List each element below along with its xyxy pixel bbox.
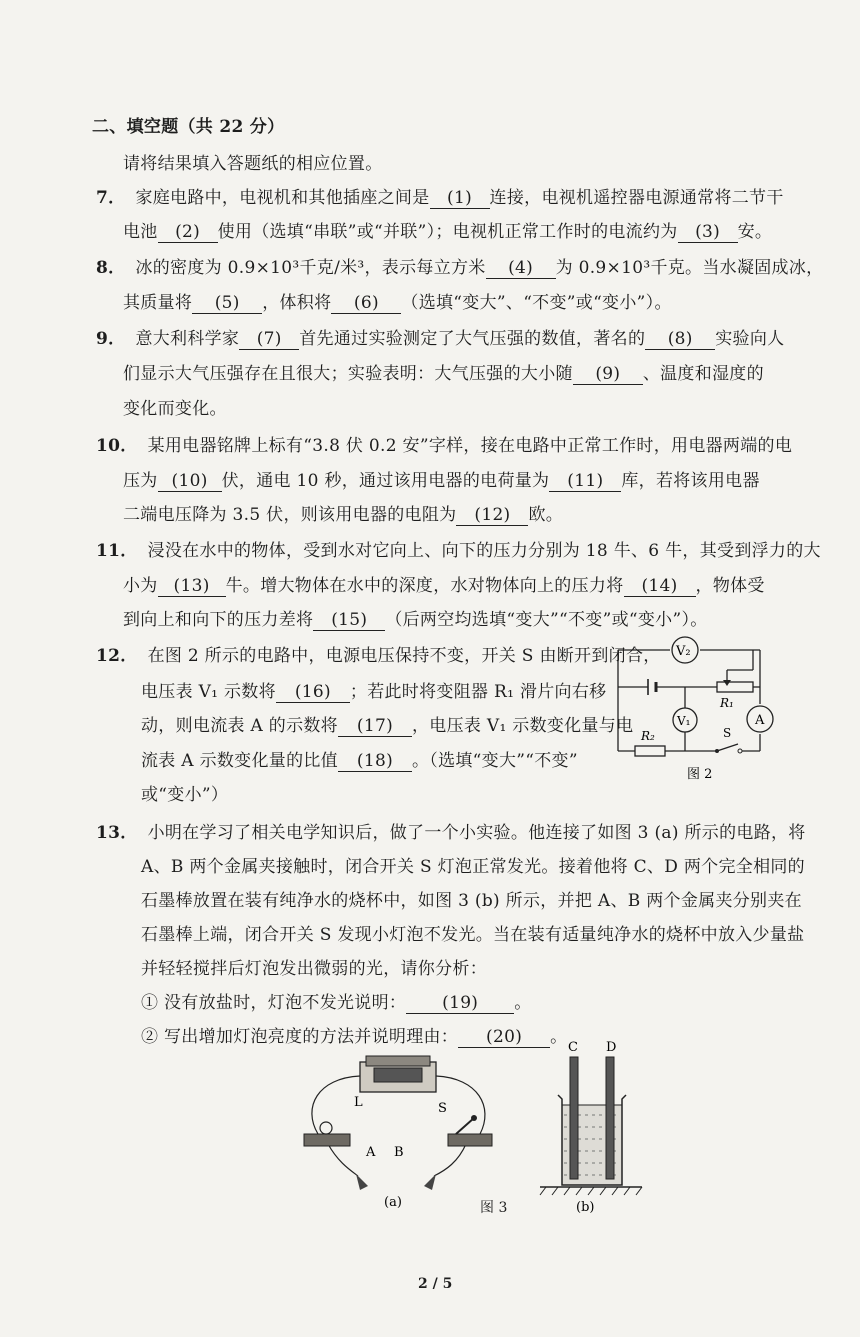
q12-line3 <box>141 716 633 737</box>
fig3b-caption: (b) <box>576 1200 595 1215</box>
blank-8: (8) <box>645 329 715 350</box>
blank-9: (9) <box>573 364 643 385</box>
fig3b-rod-c-label: C <box>568 1040 578 1055</box>
blank-17: (17) <box>338 716 412 737</box>
q11-number: 11． <box>96 541 138 561</box>
q9-text-2a: 们显示大气压强存在且很大；实验表明：大气压强的大小随 <box>123 364 573 384</box>
q12-text-4a: 流表 A 示数变化量的比值 <box>141 751 338 771</box>
q12-line1 <box>96 646 661 666</box>
blank-4: (4) <box>486 258 556 279</box>
fig2-switch-label: S <box>723 726 732 740</box>
q9-text-1b: 首先通过实验测定了大气压强的数值，著名的 <box>299 329 646 349</box>
fig3a-clip-a-label: A <box>366 1145 376 1160</box>
q13-text-1: 小明在学习了相关电学知识后，做了一个小实验。他连接了如图 3 (a) 所示的电路，将 <box>147 823 806 843</box>
q7-text-1b: 连接，电视机遥控器电源通常将二节干 <box>489 188 784 208</box>
q8-text-2a: 其质量将 <box>123 293 193 313</box>
figure-3b-beaker <box>536 1035 646 1215</box>
q7-line1 <box>96 188 784 209</box>
blank-19: (19) <box>406 993 514 1014</box>
section-title: 二、填空题（共 22 分） <box>92 117 285 137</box>
q9-text-1c: 实验向人 <box>715 329 785 349</box>
fig3a-caption: (a) <box>384 1195 402 1210</box>
q13-number: 13． <box>96 823 138 843</box>
fig3a-switch-label: S <box>438 1101 447 1116</box>
q11-text-1: 浸没在水中的物体，受到水对它向上、向下的压力分别为 18 牛、6 牛，其受到浮力的大 <box>147 541 821 561</box>
blank-13: (13) <box>158 576 226 597</box>
q13-sub1-end: 。 <box>514 993 532 1013</box>
q9-text-2b: 、温度和湿度的 <box>642 364 764 384</box>
q8-number: 8． <box>96 258 126 278</box>
q12-text-2a: 电压表 V₁ 示数将 <box>141 682 276 702</box>
q7-text-2c: 安。 <box>737 222 773 242</box>
blank-16: (16) <box>276 682 350 703</box>
figure-2-circuit <box>605 636 785 786</box>
q10-text-2c: 库，若将该用电器 <box>621 471 760 491</box>
q8-text-1a: 冰的密度为 0.9×10³千克/米³，表示每立方米 <box>135 258 486 278</box>
q13-sub2-end: 。 <box>550 1027 568 1047</box>
q11-text-3b: （后两空均选填“变大”“不变”或“变小”）。 <box>385 610 708 630</box>
q12-text-4b: 。（选填“变大”“不变” <box>411 751 578 771</box>
q12-number: 12． <box>96 646 138 666</box>
q11-text-2c: ，物体受 <box>695 576 765 596</box>
blank-15: (15) <box>313 610 385 631</box>
q8-line1 <box>96 258 823 279</box>
q12-text-3b: ，电压表 V₁ 示数变化量与电 <box>411 716 634 736</box>
q7-line2 <box>123 222 772 243</box>
q11-text-3a: 到向上和向下的压力差将 <box>123 610 314 630</box>
q7-text-1a: 家庭电路中，电视机和其他插座之间是 <box>135 188 430 208</box>
q13-sub1-text: ① 没有放盐时，灯泡不发光说明： <box>141 993 407 1013</box>
fig2-r1-label: R₁ <box>720 696 734 710</box>
figure-3-caption: 图 3 <box>480 1200 508 1216</box>
blank-14: (14) <box>624 576 696 597</box>
q10-line3 <box>123 505 563 526</box>
q12-line5: 或“变小”） <box>141 785 229 805</box>
fig2-v2-label: V₂ <box>676 644 691 659</box>
q8-text-2b: ，体积将 <box>262 293 332 313</box>
q9-number: 9． <box>96 329 126 349</box>
q13-line4: 石墨棒上端，闭合开关 S 发现小灯泡不发光。当在装有适量纯净水的烧杯中放入少量盐 <box>141 925 805 945</box>
q10-line2 <box>123 471 760 492</box>
q9-line2 <box>123 364 764 385</box>
q10-text-2a: 压为 <box>123 471 158 491</box>
q13-line1 <box>96 823 806 843</box>
fig3a-clip-b-label: B <box>394 1145 404 1160</box>
q13-line2: A、B 两个金属夹接触时，闭合开关 S 灯泡正常发光。接着他将 C、D 两个完全相同的 <box>141 857 805 877</box>
blank-20: (20) <box>458 1027 550 1048</box>
q12-line2 <box>141 682 606 703</box>
q11-text-2b: 牛。增大物体在水中的深度，水对物体向上的压力将 <box>225 576 624 596</box>
q12-text-3a: 动，则电流表 A 的示数将 <box>141 716 338 736</box>
blank-2: (2) <box>158 222 218 243</box>
q10-line1 <box>96 436 792 456</box>
q10-text-2b: 伏，通电 10 秒，通过该用电器的电荷量为 <box>221 471 550 491</box>
q10-number: 10． <box>96 436 138 456</box>
blank-11: (11) <box>549 471 621 492</box>
q12-text-2b: ；若此时将变阻器 R₁ 滑片向右移 <box>349 682 607 702</box>
blank-7: (7) <box>239 329 299 350</box>
q11-line2 <box>123 576 765 597</box>
q13-sub2-text: ② 写出增加灯泡亮度的方法并说明理由： <box>141 1027 459 1047</box>
q13-line5: 并轻轻搅拌后灯泡发出微弱的光，请你分析： <box>141 959 487 979</box>
fig3a-lamp-label: L <box>354 1095 363 1110</box>
blank-12: (12) <box>456 505 528 526</box>
q12-text-1: 在图 2 所示的电路中，电源电压保持不变，开关 S 由断开到闭合， <box>147 646 661 666</box>
q13-line3: 石墨棒放置在装有纯净水的烧杯中，如图 3 (b) 所示，并把 A、B 两个金属夹分别夹在 <box>141 891 802 911</box>
blank-18: (18) <box>338 751 412 772</box>
q13-sub2 <box>141 1027 567 1048</box>
q13-sub1 <box>141 993 532 1014</box>
q9-text-1a: 意大利科学家 <box>135 329 240 349</box>
q11-line1 <box>96 541 821 561</box>
q8-text-1b: 为 0.9×10³千克。当水凝固成冰， <box>555 258 824 278</box>
blank-5: (5) <box>192 293 262 314</box>
fig2-v1-label: V₁ <box>677 714 691 728</box>
q10-text-3b: 欧。 <box>528 505 564 525</box>
q9-line1 <box>96 329 784 350</box>
q8-text-2c: （选填“变大”、“不变”或“变小”）。 <box>401 293 672 313</box>
section-instruction: 请将结果填入答题纸的相应位置。 <box>123 154 383 174</box>
q7-number: 7． <box>96 188 126 208</box>
fig2-ammeter-label: A <box>755 713 765 728</box>
fig2-r2-label: R₂ <box>641 729 655 743</box>
q8-line2 <box>123 293 672 314</box>
blank-10: (10) <box>158 471 222 492</box>
blank-3: (3) <box>678 222 738 243</box>
q7-text-2b: 使用（选填“串联”或“并联”）；电视机正常工作时的电流约为 <box>217 222 678 242</box>
q9-line3: 变化而变化。 <box>123 399 227 419</box>
blank-1: (1) <box>430 188 490 209</box>
fig2-caption: 图 2 <box>687 767 713 782</box>
figure-3a-circuit <box>298 1052 508 1212</box>
q7-text-2a: 电池 <box>123 222 158 242</box>
blank-6: (6) <box>331 293 401 314</box>
q11-line3 <box>123 610 708 631</box>
q11-text-2a: 小为 <box>123 576 158 596</box>
page-number: 2 / 5 <box>418 1276 453 1292</box>
q12-line4 <box>141 751 578 772</box>
q10-text-1: 某用电器铭牌上标有“3.8 伏 0.2 安”字样，接在电路中正常工作时，用电器两端的电 <box>147 436 793 456</box>
fig3b-rod-d-label: D <box>606 1040 617 1055</box>
q10-text-3a: 二端电压降为 3.5 伏，则该用电器的电阻为 <box>123 505 457 525</box>
